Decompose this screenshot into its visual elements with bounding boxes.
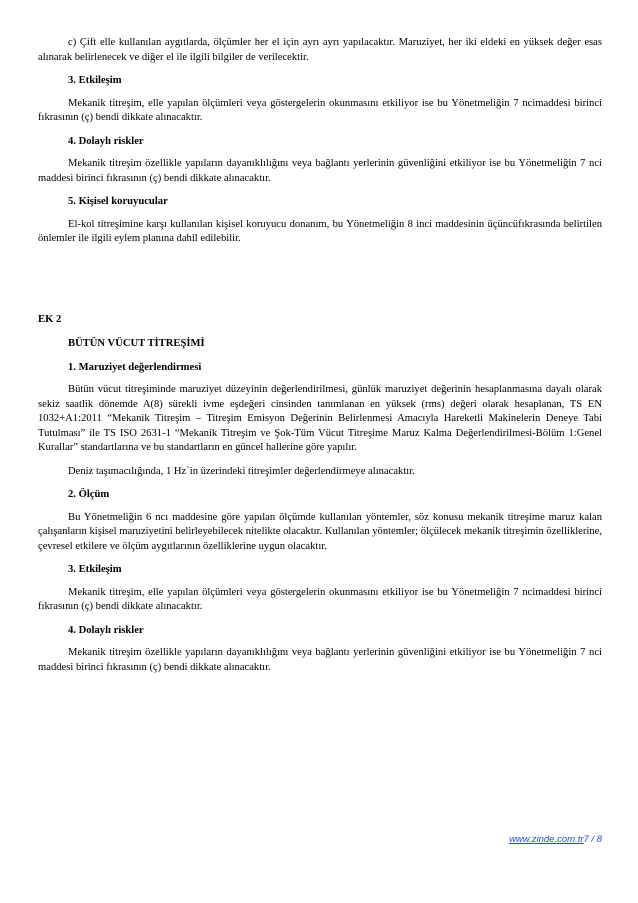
paragraph-etkilesim: Mekanik titreşim, elle yapılan ölçümleri veya göstergelerin okunmasını etkiliyor ise bu Yönetmeliğin 7 ncimaddesi birinci fıkrasının (ç) bendi dikkate alınacaktır. bbox=[38, 97, 602, 123]
heading-etkilesim: 3. Etkileşim bbox=[68, 75, 122, 86]
heading-olcum: 2. Ölçüm bbox=[68, 489, 110, 500]
heading-etkilesim-2: 3. Etkileşim bbox=[68, 564, 122, 575]
heading-dolayli-riskler-2: 4. Dolaylı riskler bbox=[68, 624, 144, 636]
paragraph-etkilesim-2: Mekanik titreşim, elle yapılan ölçümleri veya göstergelerin okunmasını etkiliyor ise bu Yönetmeliğin 7 ncimaddesi birinci fıkrasının (ç) bendi dikkate alınacaktır. bbox=[38, 586, 602, 612]
paragraph-kisisel-koruyucular: El-kol titreşimine karşı kullanılan kişisel koruyucu donanım, bu Yönetmeliğin 8 inci maddesinin üçüncüfıkrasında belirtilen önlemler ile ilgili eylem planına dahil edilebilir. bbox=[38, 218, 602, 244]
page-footer bbox=[509, 834, 602, 846]
annex-subtitle: BÜTÜN VÜCUT TİTREŞİMİ bbox=[68, 338, 205, 349]
website-link[interactable]: www.zinde.com.tr bbox=[509, 834, 584, 845]
page-number: 7 / 8 bbox=[583, 834, 602, 845]
heading-dolayli-riskler: 4. Dolaylı riskler bbox=[68, 135, 144, 147]
paragraph-olcum: Bu Yönetmeliğin 6 ncı maddesine göre yapılan ölçümde kullanılan yöntemler, söz konusu mekanik titreşime maruz kalan çalışanların kişisel maruziyetini belirleyebilecek nitelikte olacaktır. Kullanılan yöntemler; ölçülecek mekanik titreşimin özelliklerine, çevresel etkilere ve ölçüm aygıtlarının özelliklerine uygun olacaktır. bbox=[38, 511, 602, 552]
paragraph-cift-el: c) Çift elle kullanılan aygıtlarda, ölçümler her el için ayrı ayrı yapılacaktır. Maruziyet, her iki eldeki en yüksek değer esas alınarak belirlenecek ve diğer el ile ilgili bilgiler de verilecektir. bbox=[38, 37, 602, 63]
paragraph-maruziyet: Bütün vücut titreşiminde maruziyet düzeyinin değerlendirilmesi, günlük maruziyet değerinin hesaplanmasına dayalı olarak sekiz saatlik dönemde A(8) sürekli ivme eşdeğeri cinsinden tanımlanan en yüksek (rms) değeri olarak hesaplanan, TS EN 1032+A1:2011 “Mekanik Titreşim – Titreşim Emisyon Değerinin Belirlenmesi Amacıyla Hareketli Makinelerin Deneye Tabi Tutulması” ile TS ISO 2631-1 “Mekanik Titreşim ve Şok-Tüm Vücut Titreşime Maruz Kalma Değerlendirilmesi-Bölüm 1:Genel Kurallar” standartlarına ve bu standartların en güncel hallerine göre yapılır. bbox=[38, 384, 602, 453]
heading-kisisel-koruyucular: 5. Kişisel koruyucular bbox=[68, 196, 168, 207]
document-page bbox=[38, 36, 602, 675]
heading-maruziyet: 1. Maruziyet değerlendirmesi bbox=[68, 361, 202, 373]
paragraph-deniz-tasimaciligi: Deniz taşımacılığında, 1 Hz`in üzerindeki titreşimler değerlendirmeye alınacaktır. bbox=[68, 465, 415, 477]
annex-title: EK 2 bbox=[38, 313, 62, 325]
paragraph-dolayli-riskler-2: Mekanik titreşim özellikle yapıların dayanıklılığını veya bağlantı yerlerinin güvenliğini etkiliyor ise bu Yönetmeliğin 7 nci maddesi birinci fıkrasının (ç) bendi dikkate alınacaktır. bbox=[38, 647, 602, 673]
paragraph-dolayli-riskler: Mekanik titreşim özellikle yapıların dayanıklılığını veya bağlantı yerlerinin güvenliğini etkiliyor ise bu Yönetmeliğin 7 nci maddesi birinci fıkrasının (ç) bendi dikkate alınacaktır. bbox=[38, 158, 602, 184]
